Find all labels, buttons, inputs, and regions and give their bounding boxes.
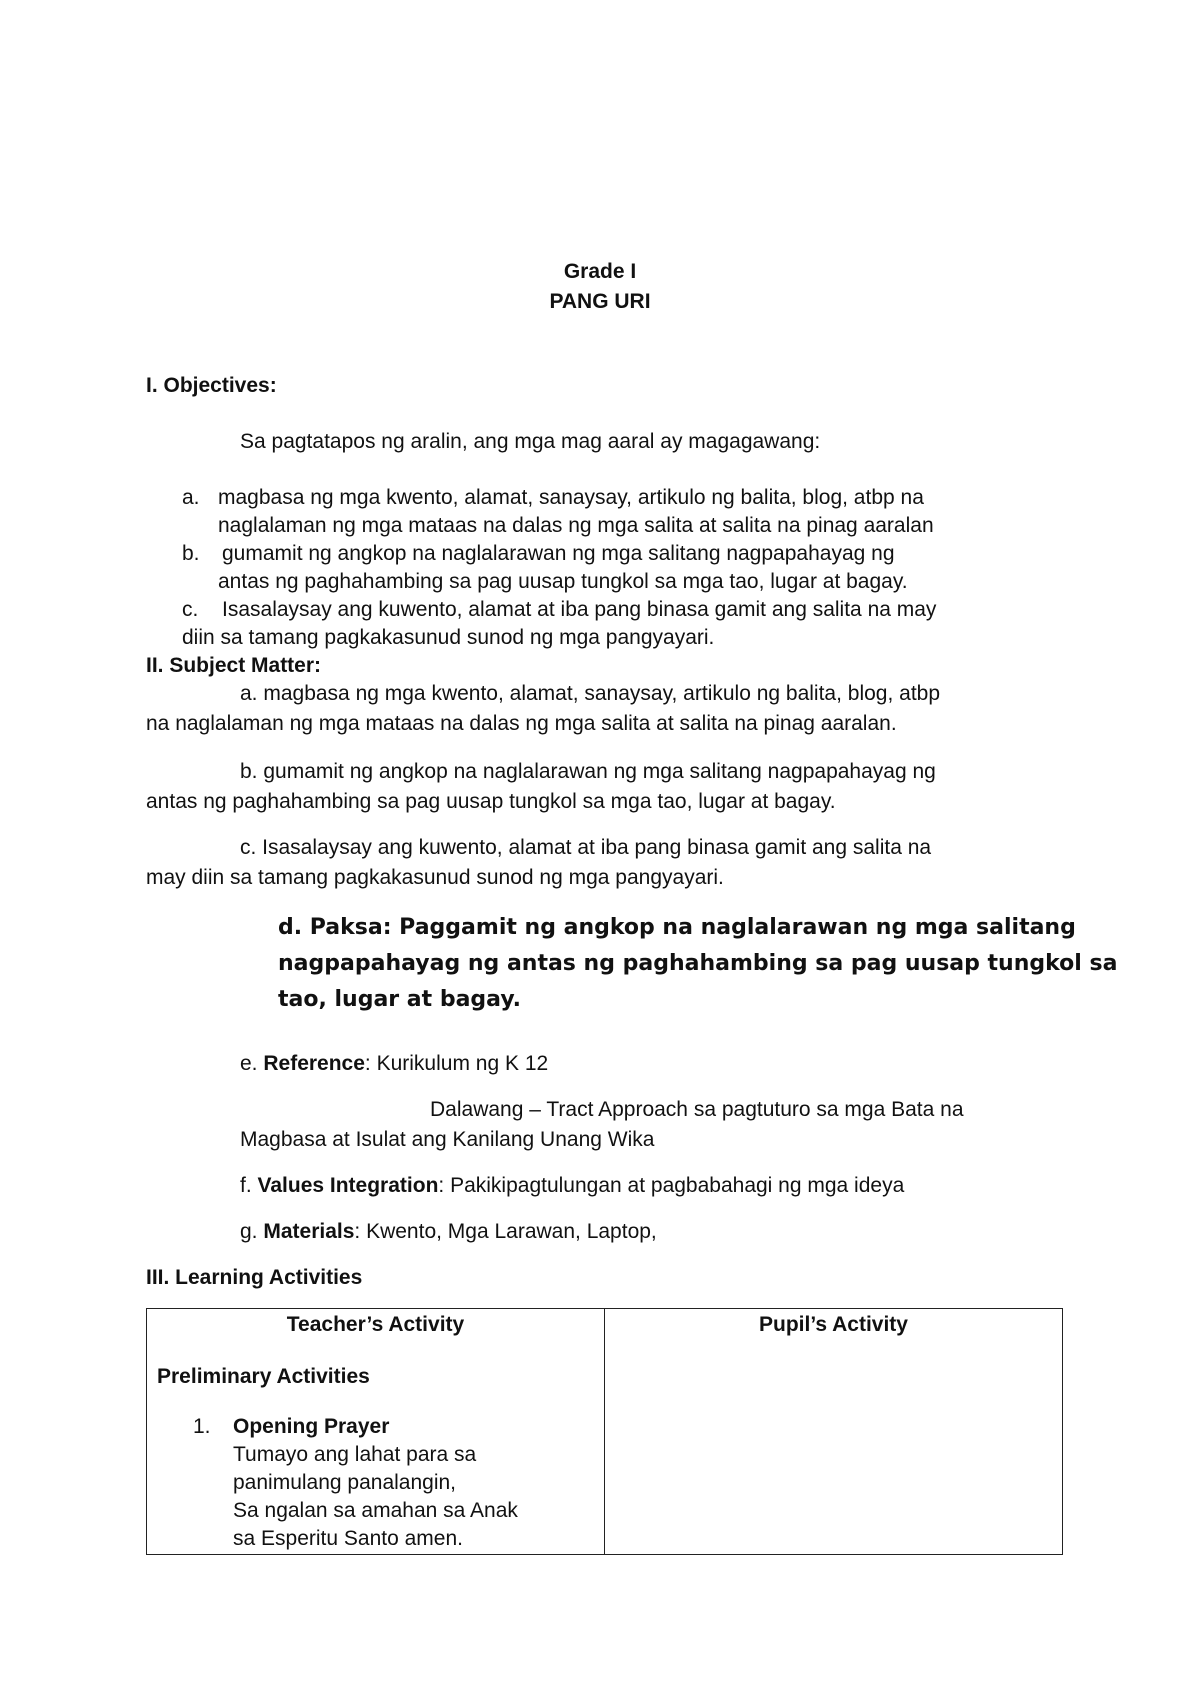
- preliminary-activities-label: Preliminary Activities: [157, 1365, 370, 1388]
- paksa-line3: tao, lugar at bagay.: [278, 987, 522, 1012]
- objective-b-line2: antas ng paghahambing sa pag uusap tungkol sa mga tao, lugar at bagay.: [218, 570, 908, 593]
- objective-a-line2: naglalaman ng mga mataas na dalas ng mga salita at salita na pinag aaralan: [218, 514, 934, 537]
- opening-prayer-line: sa Esperitu Santo amen.: [233, 1527, 463, 1550]
- grade-title: Grade I: [563, 260, 637, 283]
- reference-prefix: e.: [240, 1052, 258, 1075]
- reference-line3: Magbasa at Isulat ang Kanilang Unang Wika: [240, 1128, 655, 1151]
- subject-a-line2: na naglalaman ng mga mataas na dalas ng mga salita at salita na pinag aaralan.: [146, 712, 897, 735]
- materials-prefix: g.: [240, 1220, 258, 1243]
- table-row: [147, 1309, 1063, 1555]
- objective-c-line2: diin sa tamang pagkakasunud sunod ng mga pangyayari.: [182, 626, 715, 649]
- paksa-line2: nagpapahayag ng antas ng paghahambing sa pag uusap tungkol sa: [278, 951, 1118, 976]
- values-integration-line: [240, 1172, 904, 1200]
- activities-table: [146, 1308, 1063, 1555]
- objectives-heading: I. Objectives:: [146, 374, 277, 397]
- subject-matter-heading: II. Subject Matter:: [146, 654, 322, 677]
- reference-line2: Dalawang – Tract Approach sa pagtuturo sa mga Bata na: [430, 1098, 964, 1121]
- opening-prayer-line: Tumayo ang lahat para sa: [233, 1443, 477, 1466]
- opening-prayer-line: Sa ngalan sa amahan sa Anak: [233, 1499, 518, 1522]
- subject-a-line1: a. magbasa ng mga kwento, alamat, sanaysay, artikulo ng balita, blog, atbp: [240, 682, 941, 705]
- subject-c-line1: c. Isasalaysay ang kuwento, alamat at iba pang binasa gamit ang salita na: [240, 836, 932, 859]
- objectives-intro: Sa pagtatapos ng aralin, ang mga mag aaral ay magagawang:: [240, 430, 821, 453]
- reference-label: Reference: [263, 1052, 365, 1075]
- lesson-title: PANG URI: [549, 290, 651, 313]
- materials-value: : Kwento, Mga Larawan, Laptop,: [354, 1220, 657, 1243]
- pupil-activity-header: Pupil’s Activity: [759, 1313, 908, 1336]
- learning-activities-heading: III. Learning Activities: [146, 1266, 363, 1289]
- teacher-activity-header: Teacher’s Activity: [286, 1313, 465, 1336]
- objective-a-line1: magbasa ng mga kwento, alamat, sanaysay, artikulo ng balita, blog, atbp na: [218, 486, 924, 509]
- opening-prayer-line: panimulang panalangin,: [233, 1471, 457, 1494]
- subject-b-line1: b. gumamit ng angkop na naglalarawan ng mga salitang nagpapahayag ng: [240, 760, 936, 783]
- objective-b-line1: gumamit ng angkop na naglalarawan ng mga salitang nagpapahayag ng: [222, 542, 895, 565]
- objective-c-line1: Isasalaysay ang kuwento, alamat at iba pang binasa gamit ang salita na may: [222, 598, 937, 621]
- opening-prayer-block: [147, 1413, 604, 1658]
- opening-prayer-number: 1.: [193, 1415, 211, 1438]
- objective-b-letter: b.: [182, 542, 200, 565]
- values-label: Values Integration: [257, 1174, 439, 1197]
- teacher-activity-cell: [147, 1309, 605, 1555]
- reference-value: : Kurikulum ng K 12: [364, 1052, 549, 1075]
- opening-prayer-title: Opening Prayer: [233, 1415, 390, 1438]
- values-value: : Pakikipagtulungan at pagbabahagi ng mga ideya: [438, 1174, 905, 1197]
- reference-line: [240, 1050, 548, 1078]
- materials-label: Materials: [263, 1220, 355, 1243]
- objective-c-letter: c.: [182, 598, 199, 621]
- objective-a-letter: a.: [182, 486, 200, 509]
- materials-line: [240, 1218, 657, 1246]
- subject-c-line2: may diin sa tamang pagkakasunud sunod ng mga pangyayari.: [146, 866, 724, 889]
- values-prefix: f.: [240, 1174, 252, 1197]
- pupil-activity-cell: [605, 1309, 1063, 1555]
- paksa-line1: d. Paksa: Paggamit ng angkop na naglalarawan ng mga salitang: [278, 915, 1076, 940]
- subject-b-line2: antas ng paghahambing sa pag uusap tungkol sa mga tao, lugar at bagay.: [146, 790, 836, 813]
